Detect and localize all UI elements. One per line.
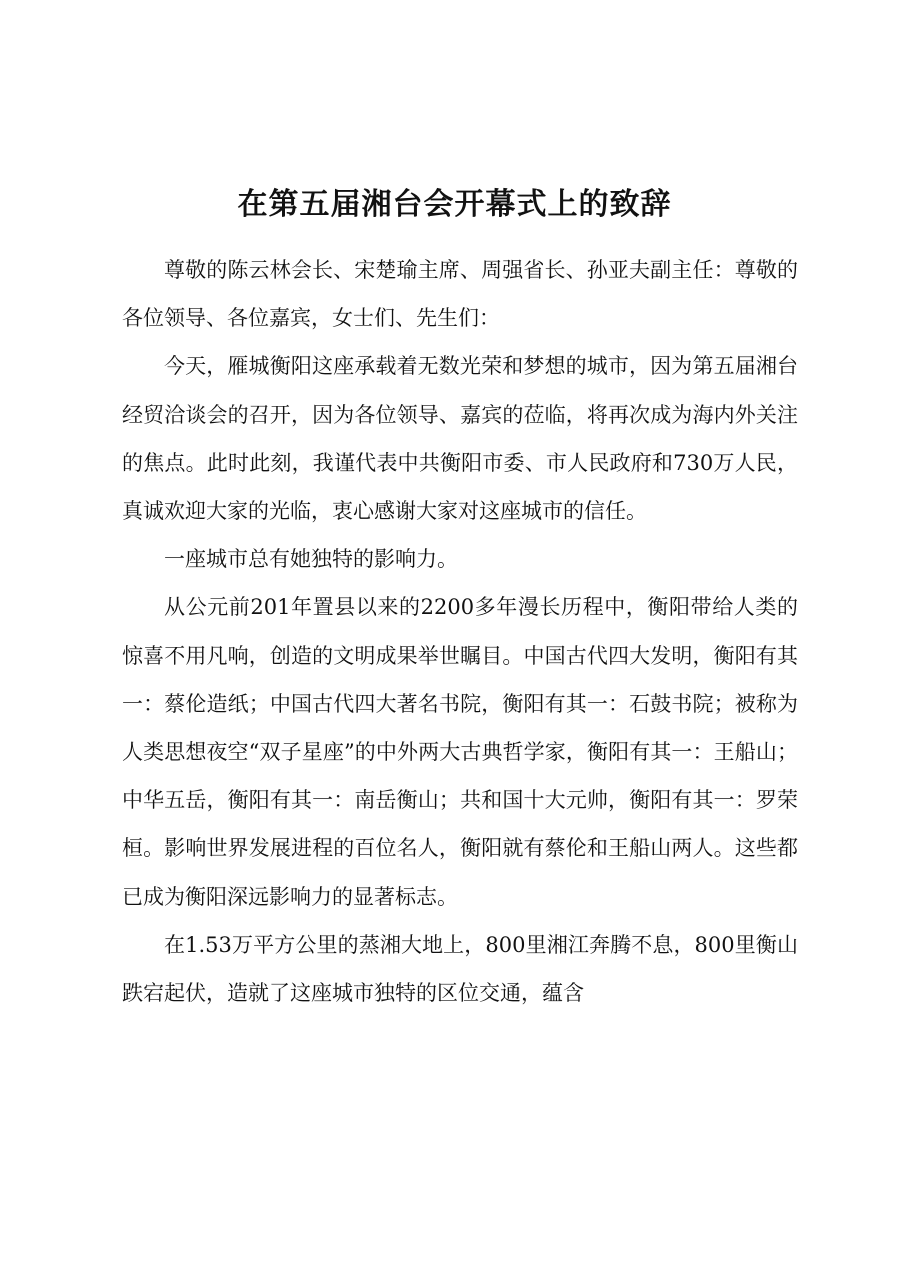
document-title: 在第五届湘台会开幕式上的致辞 <box>237 187 672 223</box>
paragraph-influence-intro: 一座城市总有她独特的影响力。 <box>164 547 458 572</box>
paragraph-welcome: 今天，雁城衡阳这座承载着无数光荣和梦想的城市，因为第五届湘台经贸洽谈会的召开，因为各位领导、嘉宾的莅临，将再次成为海内外关注的焦点。此时此刻，我谨代表中共衡阳市委、市人民政府和730万人民，真诚欢迎大家的光临，衷心感谢大家对这座城市的信任。 <box>122 354 798 524</box>
paragraph-history: 从公元前201年置县以来的2200多年漫长历程中，衡阳带给人类的惊喜不用凡响，创造的文明成果举世瞩目。中国古代四大发明，衡阳有其一：蔡伦造纸；中国古代四大著名书院，衡阳有其一：石鼓书院；被称为人类思想夜空“双子星座”的中外两大古典哲学家，衡阳有其一：王船山；中华五岳，衡阳有其一：南岳衡山；共和国十大元帅，衡阳有其一：罗荣桓。影响世界发展进程的百位名人，衡阳就有蔡伦和王船山两人。这些都已成为衡阳深远影响力的显著标志。 <box>122 595 798 909</box>
document-body <box>122 246 798 1017</box>
paragraph-geography: 在1.53万平方公里的蒸湘大地上，800里湘江奔腾不息，800里衡山跌宕起伏，造就了这座城市独特的区位交通，蕴含 <box>122 932 798 1006</box>
paragraph-salutation: 尊敬的陈云林会长、宋楚瑜主席、周强省长、孙亚夫副主任：尊敬的各位领导、各位嘉宾，女士们、先生们： <box>122 258 798 331</box>
